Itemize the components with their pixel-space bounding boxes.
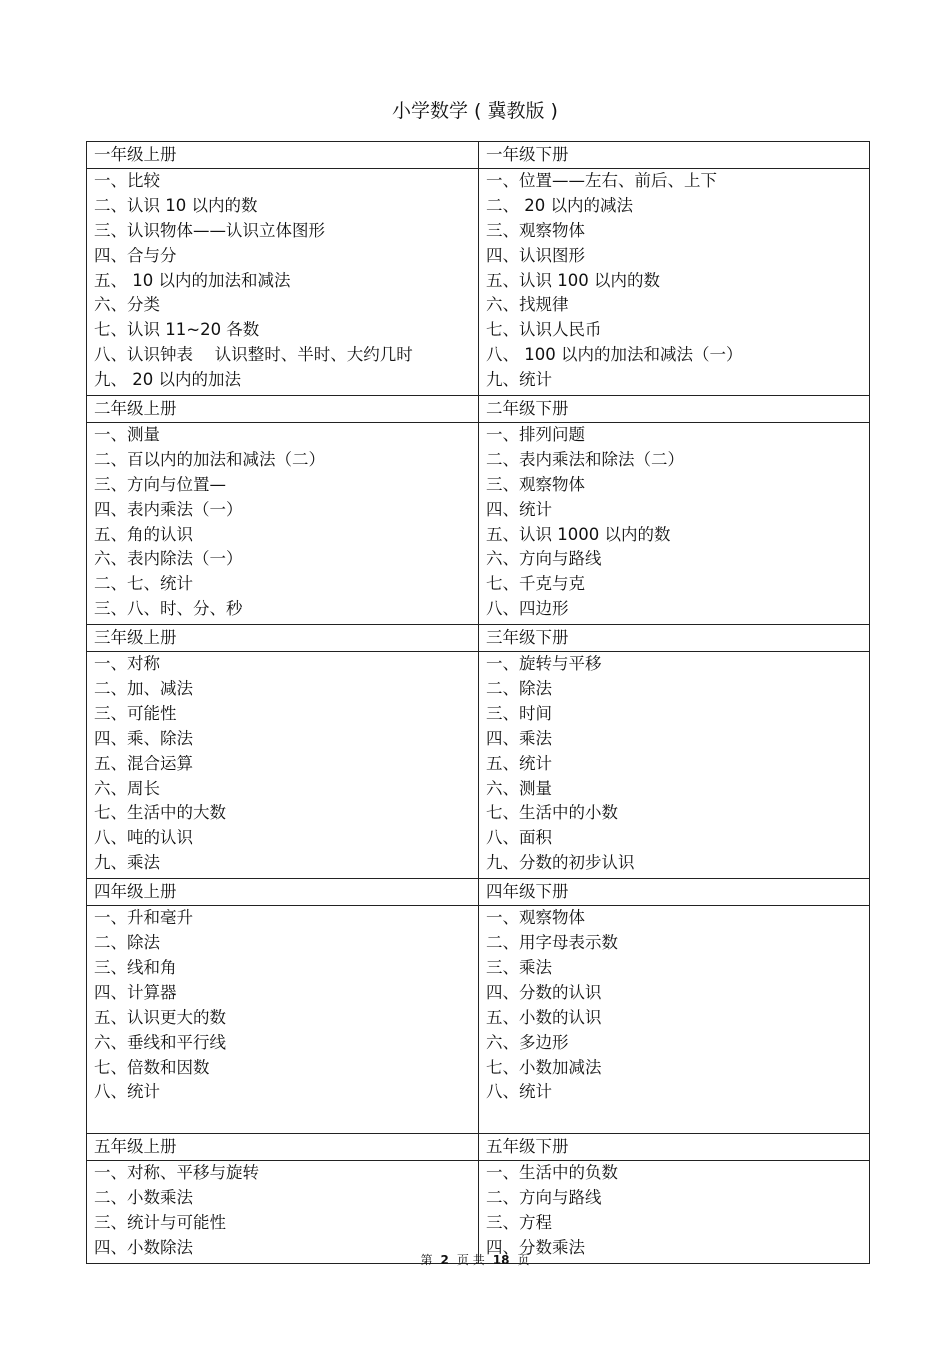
chapter-item: 三、线和角 — [94, 957, 177, 977]
chapter-item: 四、合与分 — [94, 245, 177, 265]
syllabus-table — [86, 141, 870, 1264]
chapter-item: 六、垂线和平行线 — [94, 1032, 226, 1052]
chapter-item: 四、乘法 — [486, 728, 552, 748]
chapter-item: 六、分类 — [94, 295, 160, 315]
chapter-list-right — [479, 169, 870, 396]
grade-header-row — [87, 142, 870, 169]
chapter-item: 二、七、统计 — [94, 574, 193, 594]
chapter-item: 八、四边形 — [486, 599, 569, 619]
chapter-item: 一、测量 — [94, 425, 160, 445]
chapter-item: 四、表内乘法（一） — [94, 499, 243, 519]
chapter-item: 三、统计与可能性 — [94, 1212, 226, 1232]
chapter-item: 四、计算器 — [94, 982, 177, 1002]
chapter-item: 四、认识图形 — [486, 245, 585, 265]
chapter-item: 二、表内乘法和除法（二） — [486, 449, 684, 469]
chapter-item: 三、认识物体——认识立体图形 — [94, 220, 325, 240]
volume-header-right: 二年级下册 — [479, 396, 870, 423]
chapter-item: 五、认识 100 以内的数 — [486, 270, 660, 290]
grade-content-row — [87, 169, 870, 396]
volume-header-left: 三年级上册 — [87, 625, 479, 652]
volume-header-left: 一年级上册 — [87, 142, 479, 169]
chapter-item: 一、升和毫升 — [94, 908, 193, 928]
footer-suffix: 页 — [517, 1253, 530, 1267]
chapter-item: 七、认识人民币 — [486, 320, 602, 340]
chapter-list-left — [87, 652, 479, 879]
chapter-item: 四、小数除法 — [94, 1237, 193, 1257]
chapter-item: 一、排列问题 — [486, 425, 585, 445]
chapter-item: 七、生活中的小数 — [486, 803, 618, 823]
chapter-item: 三、观察物体 — [486, 474, 585, 494]
chapter-item: 八、面积 — [486, 828, 552, 848]
chapter-item: 五、统计 — [486, 753, 552, 773]
chapter-item: 九、分数的初步认识 — [486, 853, 635, 873]
grade-header-row — [87, 879, 870, 906]
volume-header-right: 四年级下册 — [479, 879, 870, 906]
chapter-item: 二、 20 以内的减法 — [486, 195, 633, 215]
chapter-item: 六、表内除法（一） — [94, 549, 243, 569]
current-page-number: 2 — [440, 1253, 449, 1267]
chapter-item: 三、方向与位置— — [94, 474, 226, 494]
chapter-item: 九、 20 以内的加法 — [94, 370, 241, 390]
chapter-item: 一、位置——左右、前后、上下 — [486, 171, 717, 190]
chapter-item: 六、找规律 — [486, 295, 569, 315]
grade-header-row — [87, 396, 870, 423]
grade-content-row — [87, 423, 870, 625]
chapter-list-right — [479, 906, 870, 1134]
footer-prefix: 第 — [420, 1253, 433, 1267]
chapter-item: 一、旋转与平移 — [486, 654, 602, 674]
chapter-item: 九、乘法 — [94, 853, 160, 873]
chapter-item: 三、可能性 — [94, 703, 177, 723]
volume-header-right: 一年级下册 — [479, 142, 870, 169]
chapter-item: 五、角的认识 — [94, 524, 193, 544]
chapter-item: 一、观察物体 — [486, 908, 585, 928]
chapter-item: 一、对称、平移与旋转 — [94, 1163, 259, 1183]
volume-header-left: 二年级上册 — [87, 396, 479, 423]
grade-content-row — [87, 652, 870, 879]
grade-header-row — [87, 1134, 870, 1161]
chapter-item: 三、八、时、分、秒 — [94, 599, 243, 619]
chapter-item: 一、对称 — [94, 654, 160, 674]
chapter-item: 八、统计 — [486, 1082, 552, 1102]
chapter-item: 七、认识 11~20 各数 — [94, 320, 260, 340]
chapter-item: 七、生活中的大数 — [94, 803, 226, 823]
page-footer — [0, 1251, 950, 1269]
chapter-item: 三、时间 — [486, 703, 552, 723]
chapter-item: 二、除法 — [94, 933, 160, 953]
chapter-item: 六、方向与路线 — [486, 549, 602, 569]
chapter-item: 一、生活中的负数 — [486, 1163, 618, 1183]
chapter-list-right — [479, 1161, 870, 1264]
chapter-list-left — [87, 1161, 479, 1264]
chapter-item: 三、乘法 — [486, 957, 552, 977]
chapter-item: 四、统计 — [486, 499, 552, 519]
chapter-item: 五、小数的认识 — [486, 1007, 602, 1027]
page-title: 小学数学 ( 冀教版 ) — [392, 100, 558, 122]
grade-header-row — [87, 625, 870, 652]
chapter-item: 七、倍数和因数 — [94, 1057, 210, 1077]
chapter-item: 五、认识更大的数 — [94, 1007, 226, 1027]
volume-header-left: 五年级上册 — [87, 1134, 479, 1161]
chapter-list-left — [87, 423, 479, 625]
chapter-item: 九、统计 — [486, 370, 552, 390]
chapter-item: 五、混合运算 — [94, 753, 193, 773]
chapter-item: 六、测量 — [486, 778, 552, 798]
chapter-item: 二、除法 — [486, 679, 552, 699]
volume-header-right: 三年级下册 — [479, 625, 870, 652]
grade-content-row — [87, 906, 870, 1134]
grade-content-row — [87, 1161, 870, 1264]
chapter-item: 一、比较 — [94, 171, 160, 190]
chapter-item: 七、千克与克 — [486, 574, 585, 594]
chapter-item: 二、小数乘法 — [94, 1188, 193, 1208]
chapter-list-right — [479, 423, 870, 625]
chapter-item: 四、乘、除法 — [94, 728, 193, 748]
chapter-item: 七、小数加减法 — [486, 1057, 602, 1077]
chapter-list-right — [479, 652, 870, 879]
chapter-item: 八、统计 — [94, 1082, 160, 1102]
chapter-item: 二、方向与路线 — [486, 1188, 602, 1208]
chapter-list-left — [87, 169, 479, 396]
chapter-item: 五、认识 1000 以内的数 — [486, 524, 671, 544]
chapter-item: 八、吨的认识 — [94, 828, 193, 848]
chapter-item: 五、 10 以内的加法和减法 — [94, 270, 291, 290]
chapter-item: 二、用字母表示数 — [486, 933, 618, 953]
volume-header-right: 五年级下册 — [479, 1134, 870, 1161]
chapter-list-left — [87, 906, 479, 1134]
volume-header-left: 四年级上册 — [87, 879, 479, 906]
chapter-item: 四、分数的认识 — [486, 982, 602, 1002]
chapter-item: 六、周长 — [94, 778, 160, 798]
total-page-count: 18 — [492, 1253, 510, 1267]
chapter-item: 三、观察物体 — [486, 220, 585, 240]
chapter-item: 二、百以内的加法和减法（二） — [94, 449, 325, 469]
footer-mid: 页 共 — [456, 1253, 485, 1267]
chapter-item: 三、方程 — [486, 1212, 552, 1232]
chapter-item: 四、分数乘法 — [486, 1237, 585, 1257]
chapter-item: 二、认识 10 以内的数 — [94, 195, 258, 215]
chapter-item: 二、加、减法 — [94, 679, 193, 699]
chapter-item: 六、多边形 — [486, 1032, 569, 1052]
chapter-item: 八、认识钟表 认识整时、半时、大约几时 — [94, 345, 413, 365]
chapter-item: 八、 100 以内的加法和减法（一） — [486, 345, 743, 365]
